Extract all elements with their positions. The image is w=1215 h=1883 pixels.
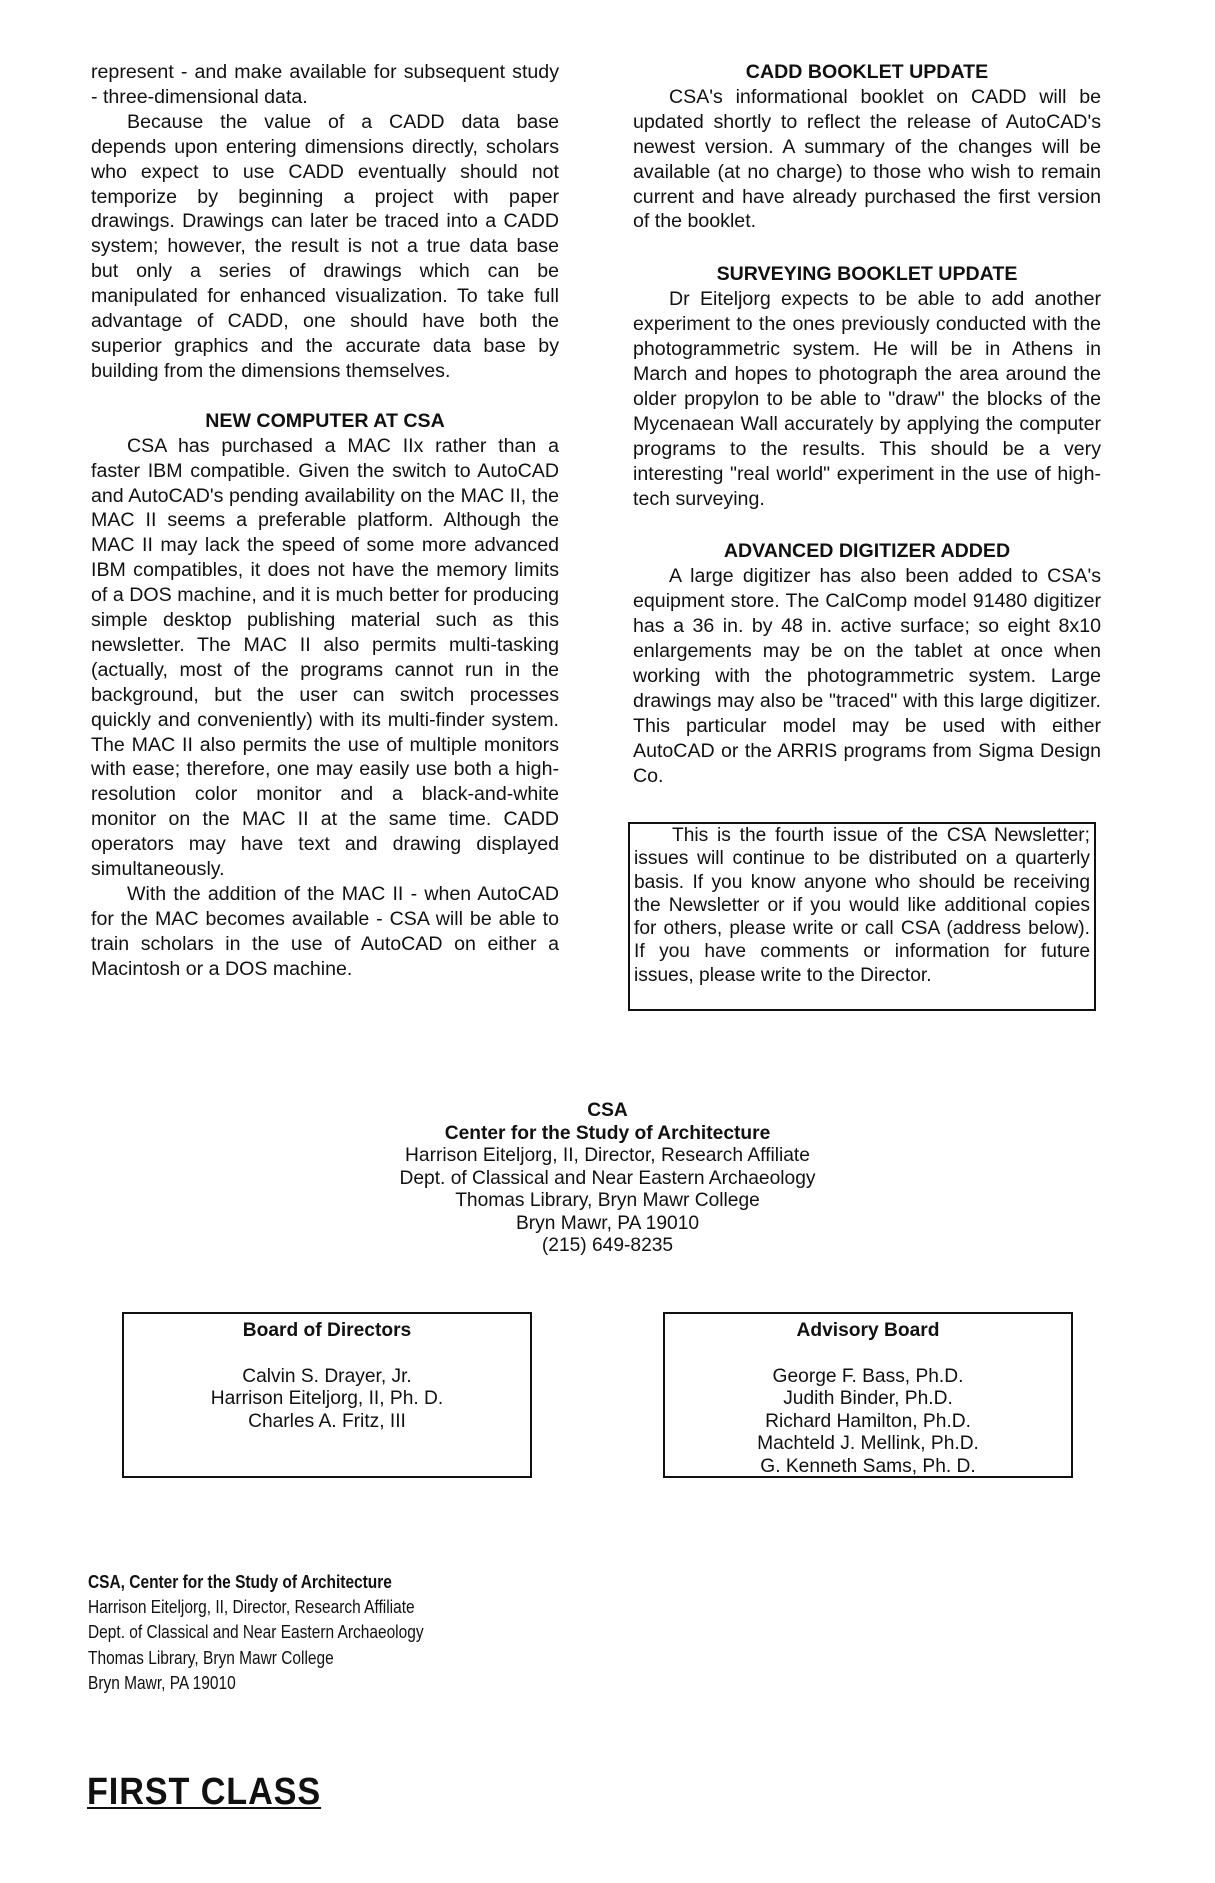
digitizer-paragraph: A large digitizer has also been added to CSA's equipment store. The CalComp model 91480 digitizer has a 36 in. by 48 in. active surface; so eight 8x10 enlargements may be on the tablet at once when working with the photogrammetric system. Large drawings may also be "traced" with this large digitizer. This particular model may be used with either AutoCAD or the ARRIS programs from Sigma Design Co. xyxy=(633,565,1101,787)
return-address-city: Bryn Mawr, PA 19010 xyxy=(88,1672,236,1693)
mac-addition-paragraph: With the addition of the MAC II - when AutoCAD for the MAC becomes available - CSA will be able to train scholars in the use of AutoCAD on either a Macintosh or a DOS machine. xyxy=(91,883,559,980)
advisory-board-title: Advisory Board xyxy=(796,1320,940,1341)
surveying-booklet-heading: SURVEYING BOOKLET UPDATE xyxy=(716,263,1018,286)
director-line: Harrison Eiteljorg, II, Director, Research Affiliate xyxy=(405,1145,810,1166)
return-address-org: CSA, Center for the Study of Architecture xyxy=(88,1572,392,1592)
surveying-booklet-paragraph: Dr Eiteljorg expects to be able to add another experiment to the ones previously conducted with the photogrammetric system. He will be in Athens in March and hopes to photograph the area around the older propylon to be able to "draw" the blocks of the Mycenaean Wall accurately by applying the computer programs to the results. This should be a very interesting "real world" experiment in the use of high-tech surveying. xyxy=(633,288,1101,510)
new-computer-heading: NEW COMPUTER AT CSA xyxy=(205,409,445,432)
library-line: Thomas Library, Bryn Mawr College xyxy=(455,1190,760,1211)
board-member: Calvin S. Drayer, Jr. xyxy=(242,1365,412,1387)
board-member: Charles A. Fritz, III xyxy=(248,1410,406,1432)
digitizer-heading: ADVANCED DIGITIZER ADDED xyxy=(723,540,1011,563)
cadd-booklet-heading: CADD BOOKLET UPDATE xyxy=(745,61,989,83)
board-member: Harrison Eiteljorg, II, Ph. D. xyxy=(210,1388,444,1409)
cadd-paragraph: Because the value of a CADD data base depends upon entering dimensions directly, scholars who expect to use CADD eventually should not temporize by beginning a project with paper drawings. Drawings can later be traced into a CADD system; however, the result is not a true data base but only a series of drawings which can be manipulated for enhanced visualization. To take full advantage of CADD, one should have both the superior graphics and the accurate data base by building from the dimensions themselves. xyxy=(91,110,559,382)
advisory-member: G. Kenneth Sams, Ph. D. xyxy=(760,1455,976,1477)
cadd-booklet-paragraph: CSA's informational booklet on CADD will be updated shortly to reflect the release of AutoCAD's newest version. A summary of the changes will be available (at no charge) to those who wish to remain current and have already purchased the first version of the booklet. xyxy=(633,85,1101,233)
org-full-name: Center for the Study of Architecture xyxy=(444,1122,771,1144)
city-line: Bryn Mawr, PA 19010 xyxy=(515,1212,700,1234)
advisory-member: Judith Binder, Ph.D. xyxy=(783,1388,953,1409)
return-address xyxy=(88,1570,424,1696)
board-of-directors-title: Board of Directors xyxy=(242,1320,412,1341)
advisory-member: Machteld J. Mellink, Ph.D. xyxy=(757,1433,979,1454)
department-line: Dept. of Classical and Near Eastern Archaeology xyxy=(399,1167,816,1189)
advisory-member: George F. Bass, Ph.D. xyxy=(772,1365,964,1387)
notice-text: This is the fourth issue of the CSA Newsletter; issues will continue to be distributed on a quarterly basis. If you know anyone who should be receiving the Newsletter or if you would like additional copies for others, please write or call CSA (address below). If you have comments or information for future issues, please write to the Director. xyxy=(634,825,1090,986)
advisory-member: Richard Hamilton, Ph.D. xyxy=(765,1410,971,1432)
return-address-department: Dept. of Classical and Near Eastern Archaeology xyxy=(88,1622,424,1643)
board-of-directors-box xyxy=(122,1312,532,1478)
newsletter-notice-box xyxy=(628,822,1096,1011)
phone-line: (215) 649-8235 xyxy=(541,1235,674,1256)
masthead xyxy=(300,1100,915,1258)
right-column xyxy=(633,60,1101,788)
postage-class-label: FIRST CLASS xyxy=(87,1771,322,1813)
left-column xyxy=(91,60,559,982)
org-short-name: CSA xyxy=(587,1100,628,1121)
advisory-board-box xyxy=(663,1312,1073,1478)
new-computer-paragraph: CSA has purchased a MAC IIx rather than a faster IBM compatible. Given the switch to AutoCAD and AutoCAD's pending availability on the MAC II, the MAC II seems a preferable platform. Although the MAC II may lack the speed of some more advanced IBM compatibles, it does not have the memory limits of a DOS machine, and it is much better for producing simple desktop publishing material such as this newsletter. The MAC II also permits multi-tasking (actually, most of the programs cannot run in the background, but the user can switch processes quickly and conveniently) with its multi-finder system. The MAC II also permits the use of multiple monitors with ease; therefore, one may easily use both a high-resolution color monitor and a black-and-white monitor on the MAC II at the same time. CADD operators may have text and drawing displayed simultaneously. xyxy=(91,434,559,881)
intro-paragraph: represent - and make available for subsequent study - three-dimensional data. xyxy=(91,61,559,108)
return-address-library: Thomas Library, Bryn Mawr College xyxy=(88,1647,334,1668)
return-address-director: Harrison Eiteljorg, II, Director, Research Affiliate xyxy=(88,1597,415,1618)
